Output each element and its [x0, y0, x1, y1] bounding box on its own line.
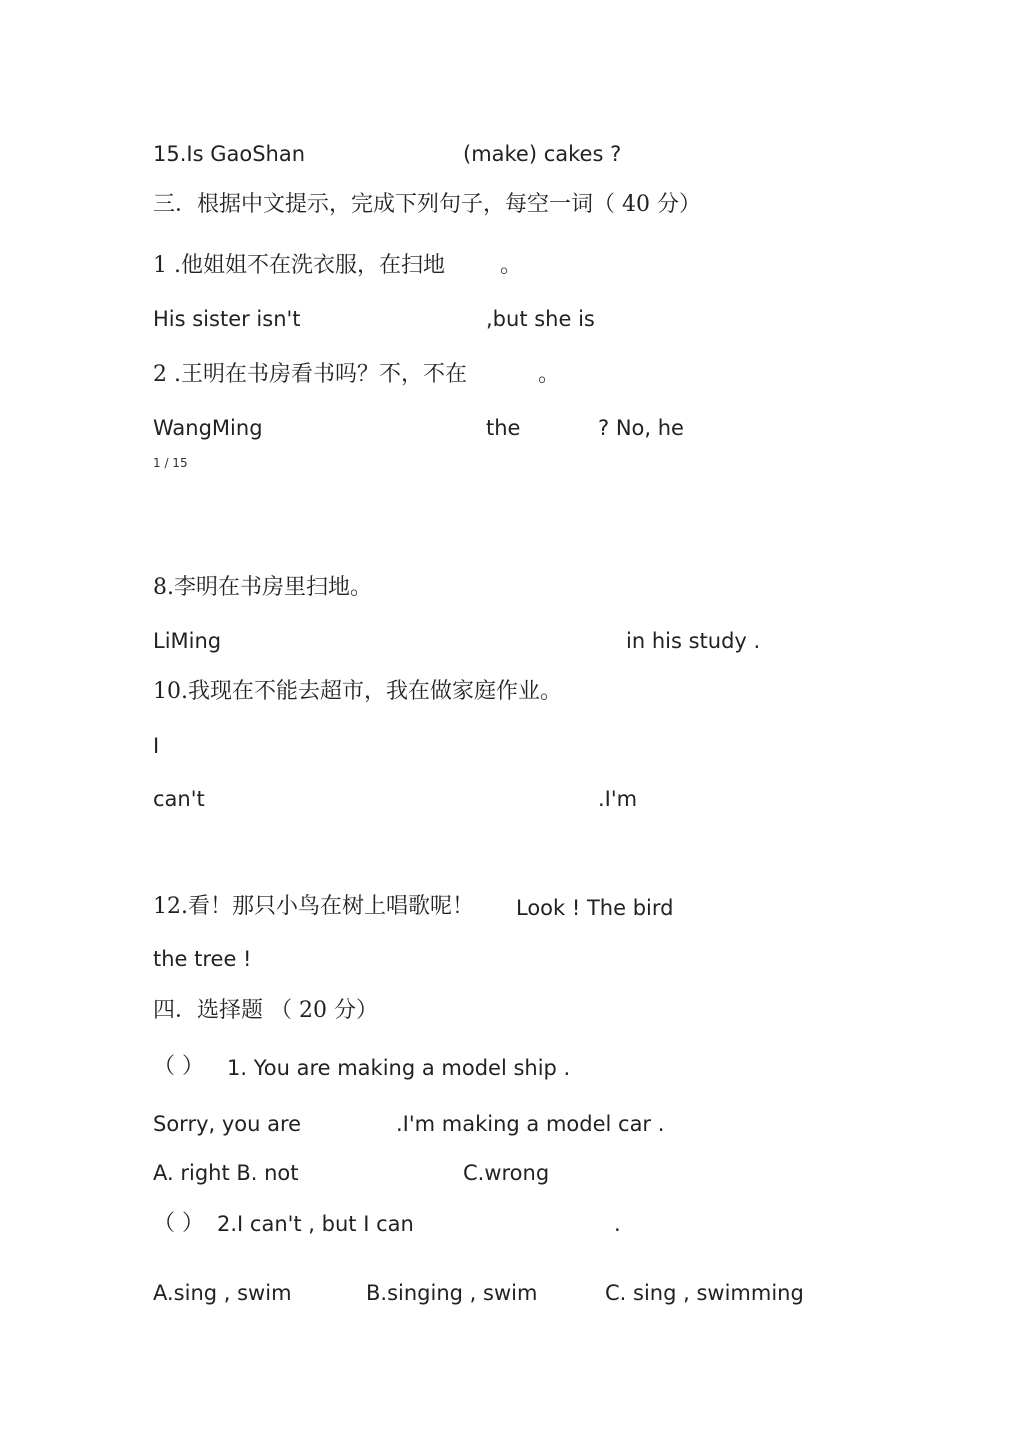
q2-english: WangMing: [153, 416, 263, 440]
q8-english-end: in his study .: [626, 629, 761, 653]
c2-question: 2.I can't , but I can: [217, 1212, 414, 1236]
q12-english: Look ! The bird: [516, 896, 674, 920]
q10-english-end: .I'm: [598, 787, 638, 811]
c2-option-c: C. sing , swimming: [605, 1281, 804, 1305]
page-number: 1 / 15: [153, 456, 188, 470]
q2-chinese-end: 。: [538, 362, 561, 387]
c1-answer-line: Sorry, you are: [153, 1112, 302, 1136]
c1-answer-paren: （ ）: [153, 1054, 204, 1079]
q15-text-end: (make) cakes ?: [463, 142, 622, 166]
q1-english-end: ,but she is: [486, 307, 595, 331]
q10-english-line1: I: [153, 734, 160, 758]
c1-answer-line-end: .I'm making a model car .: [396, 1112, 665, 1136]
q15-text: 15.Is GaoShan: [153, 142, 306, 166]
c2-option-b: B.singing , swim: [366, 1281, 538, 1305]
q1-chinese: 1 .他姐姐不在洗衣服，在扫地: [153, 253, 445, 278]
q8-english: LiMing: [153, 629, 222, 653]
section3-title: 三．根据中文提示，完成下列句子，每空一词（ 40 分）: [153, 192, 701, 217]
c1-option-ab: A. right B. not: [153, 1161, 299, 1185]
c2-question-end: .: [614, 1212, 621, 1236]
c1-question: 1. You are making a model ship .: [227, 1056, 571, 1080]
c2-option-a: A.sing , swim: [153, 1281, 292, 1305]
q10-english-line2: can't: [153, 787, 205, 811]
q8-chinese: 8.李明在书房里扫地。: [153, 575, 372, 600]
q12-english-end: the tree !: [153, 947, 252, 971]
q1-chinese-end: 。: [500, 253, 523, 278]
q12-chinese: 12.看！那只小鸟在树上唱歌呢！: [153, 894, 474, 919]
q2-english-end: ? No, he: [598, 416, 684, 440]
c2-answer-paren: （ ）: [153, 1211, 204, 1236]
section4-title: 四．选择题 （ 20 分）: [153, 998, 378, 1023]
q2-english-mid: the: [486, 416, 521, 440]
q10-chinese: 10.我现在不能去超市，我在做家庭作业。: [153, 679, 562, 704]
q1-english: His sister isn't: [153, 307, 301, 331]
c1-option-c: C.wrong: [463, 1161, 550, 1185]
q2-chinese: 2 .王明在书房看书吗？不，不在: [153, 362, 467, 387]
